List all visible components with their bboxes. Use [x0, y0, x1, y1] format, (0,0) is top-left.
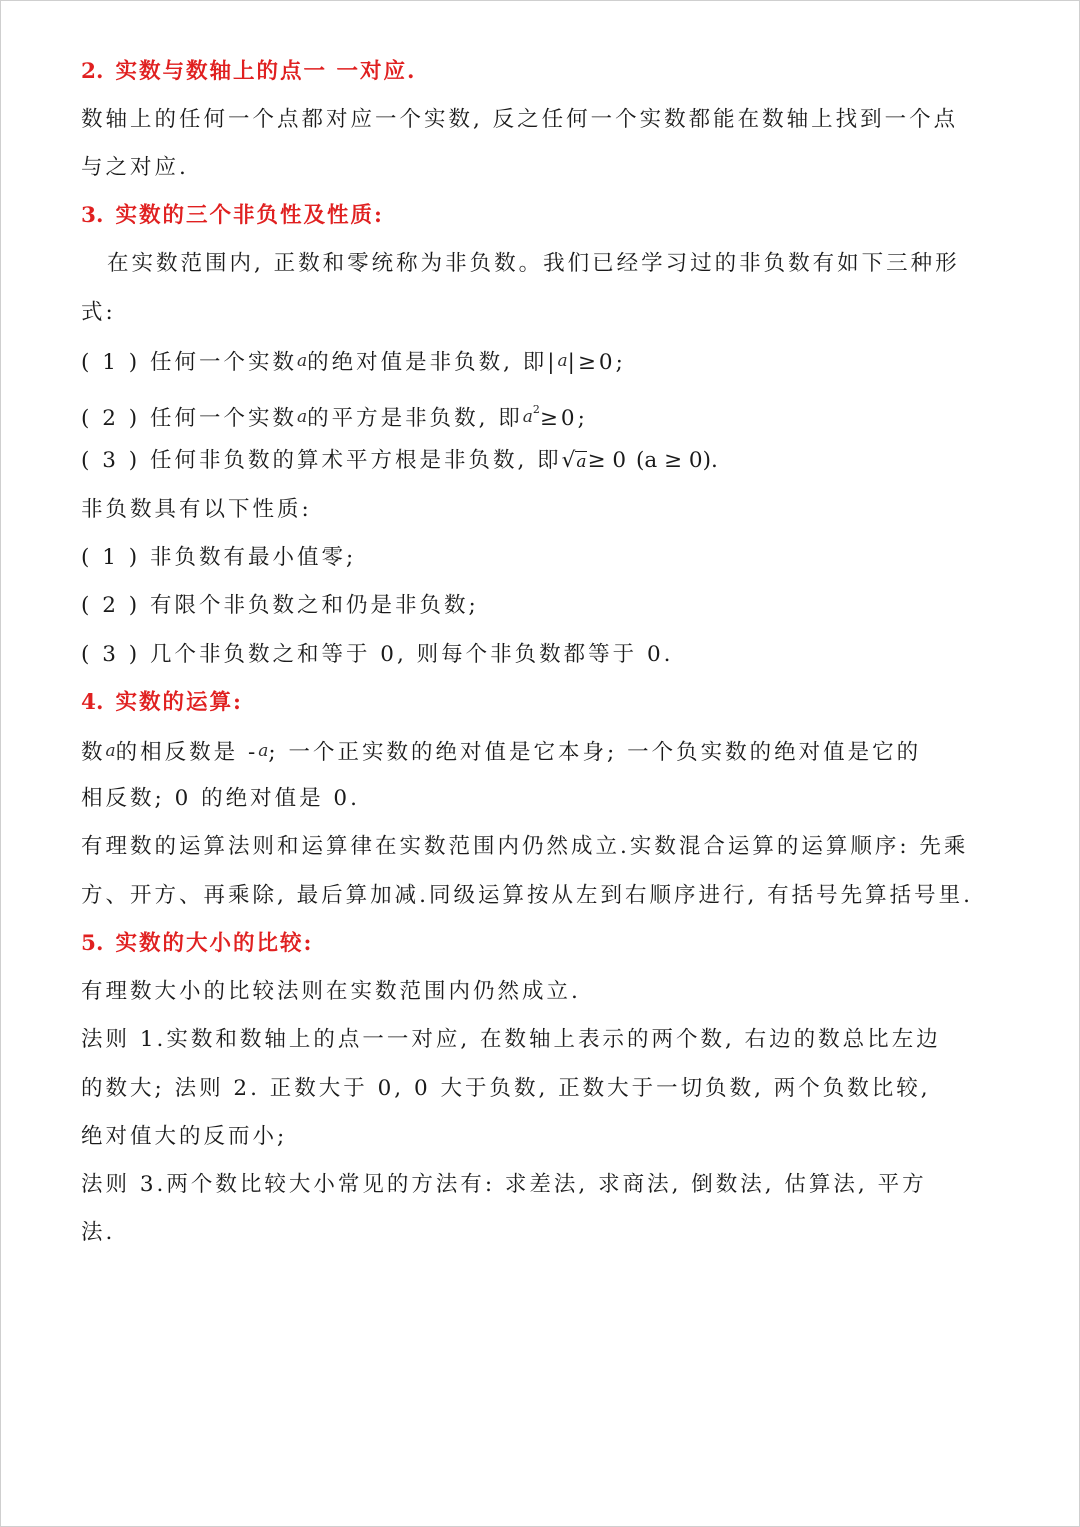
sec5-line-6: 法. — [81, 1220, 116, 1245]
sec4-line-2: 相反数; 0 的绝对值是 0. — [81, 786, 360, 811]
variable-a: a — [105, 741, 116, 761]
sec4-line-1 — [81, 736, 1019, 768]
heading-number: 2. — [81, 59, 104, 84]
sec4-line-3: 有理数的运算法则和运算律在实数范围内仍然成立.实数混合运算的运算顺序: 先乘 — [81, 834, 969, 859]
sec5-line-5: 法则 3.两个数比较大小常见的方法有: 求差法, 求商法, 倒数法, 估算法, 平方 — [81, 1172, 927, 1197]
sec5-line-3: 的数大; 法则 2. 正数大于 0, 0 大于负数, 正数大于一切负数, 两个负数比较, — [81, 1076, 931, 1101]
form-text: |≥0; — [567, 350, 626, 375]
form-text: ( 2 ) 任何一个实数 — [81, 406, 297, 431]
sec3-form-2 — [81, 395, 1019, 434]
heading-number: 3. — [81, 203, 104, 228]
sqrt-expression: √a — [561, 448, 587, 473]
form-text: 的绝对值是非负数, 即| — [307, 350, 558, 375]
radicand: a — [576, 452, 587, 472]
form-text: ≥ 0 — [587, 448, 627, 473]
form-text: ≥0; — [539, 406, 588, 431]
sec5-line-2: 法则 1.实数和数轴上的点一一对应, 在数轴上表示的两个数, 右边的数总比左边 — [81, 1027, 941, 1052]
sec2-paragraph-line-2: 与之对应. — [81, 155, 189, 180]
heading-title: 实数的运算: — [115, 690, 243, 715]
form-text: 的平方是非负数, 即 — [307, 406, 523, 431]
exponent: 2 — [532, 403, 540, 416]
heading-title: 实数的三个非负性及性质: — [115, 203, 384, 228]
sec3-properties-title: 非负数具有以下性质: — [81, 497, 312, 522]
variable-a: a — [557, 351, 568, 371]
heading-section-3 — [81, 201, 1019, 231]
heading-section-2 — [81, 57, 1019, 87]
sec3-property-3: ( 3 ) 几个非负数之和等于 0, 则每个非负数都等于 0. — [81, 642, 674, 667]
sec4-line-4: 方、开方、再乘除, 最后算加减.同级运算按从左到右顺序进行, 有括号先算括号里. — [81, 883, 974, 908]
heading-title: 实数的大小的比较: — [115, 931, 314, 956]
text: 数 — [81, 740, 106, 765]
text: 的相反数是 - — [115, 740, 259, 765]
heading-title: 实数与数轴上的点一 一对应. — [115, 59, 417, 84]
form-condition: (a ≥ 0). — [636, 448, 718, 473]
sec3-property-1: ( 1 ) 非负数有最小值零; — [81, 545, 357, 570]
variable-a: a — [296, 351, 308, 371]
sec3-intro-line-2: 式: — [81, 300, 116, 325]
sec3-intro-line-1: 在实数范围内, 正数和零统称为非负数。我们已经学习过的非负数有如下三种形 — [107, 251, 960, 276]
form-text: ( 3 ) 任何非负数的算术平方根是非负数, 即 — [81, 448, 562, 473]
sec3-property-2: ( 2 ) 有限个非负数之和仍是非负数; — [81, 593, 479, 618]
heading-number: 4. — [81, 690, 104, 715]
variable-a: a — [522, 407, 533, 427]
heading-section-4 — [81, 688, 1019, 718]
sec3-form-1 — [81, 346, 1019, 378]
sec5-line-4: 绝对值大的反而小; — [81, 1124, 288, 1149]
heading-section-5 — [81, 929, 1019, 959]
sec3-form-3 — [81, 446, 1019, 476]
heading-number: 5. — [81, 931, 104, 956]
form-text: ( 1 ) 任何一个实数 — [81, 350, 297, 375]
sec5-line-1: 有理数大小的比较法则在实数范围内仍然成立. — [81, 979, 581, 1004]
sec2-paragraph-line-1: 数轴上的任何一个点都对应一个实数, 反之任何一个实数都能在数轴上找到一个点 — [81, 107, 959, 132]
variable-a: a — [296, 407, 308, 427]
variable-a: a — [258, 741, 269, 761]
text: ; 一个正实数的绝对值是它本身; 一个负实数的绝对值是它的 — [268, 740, 922, 765]
